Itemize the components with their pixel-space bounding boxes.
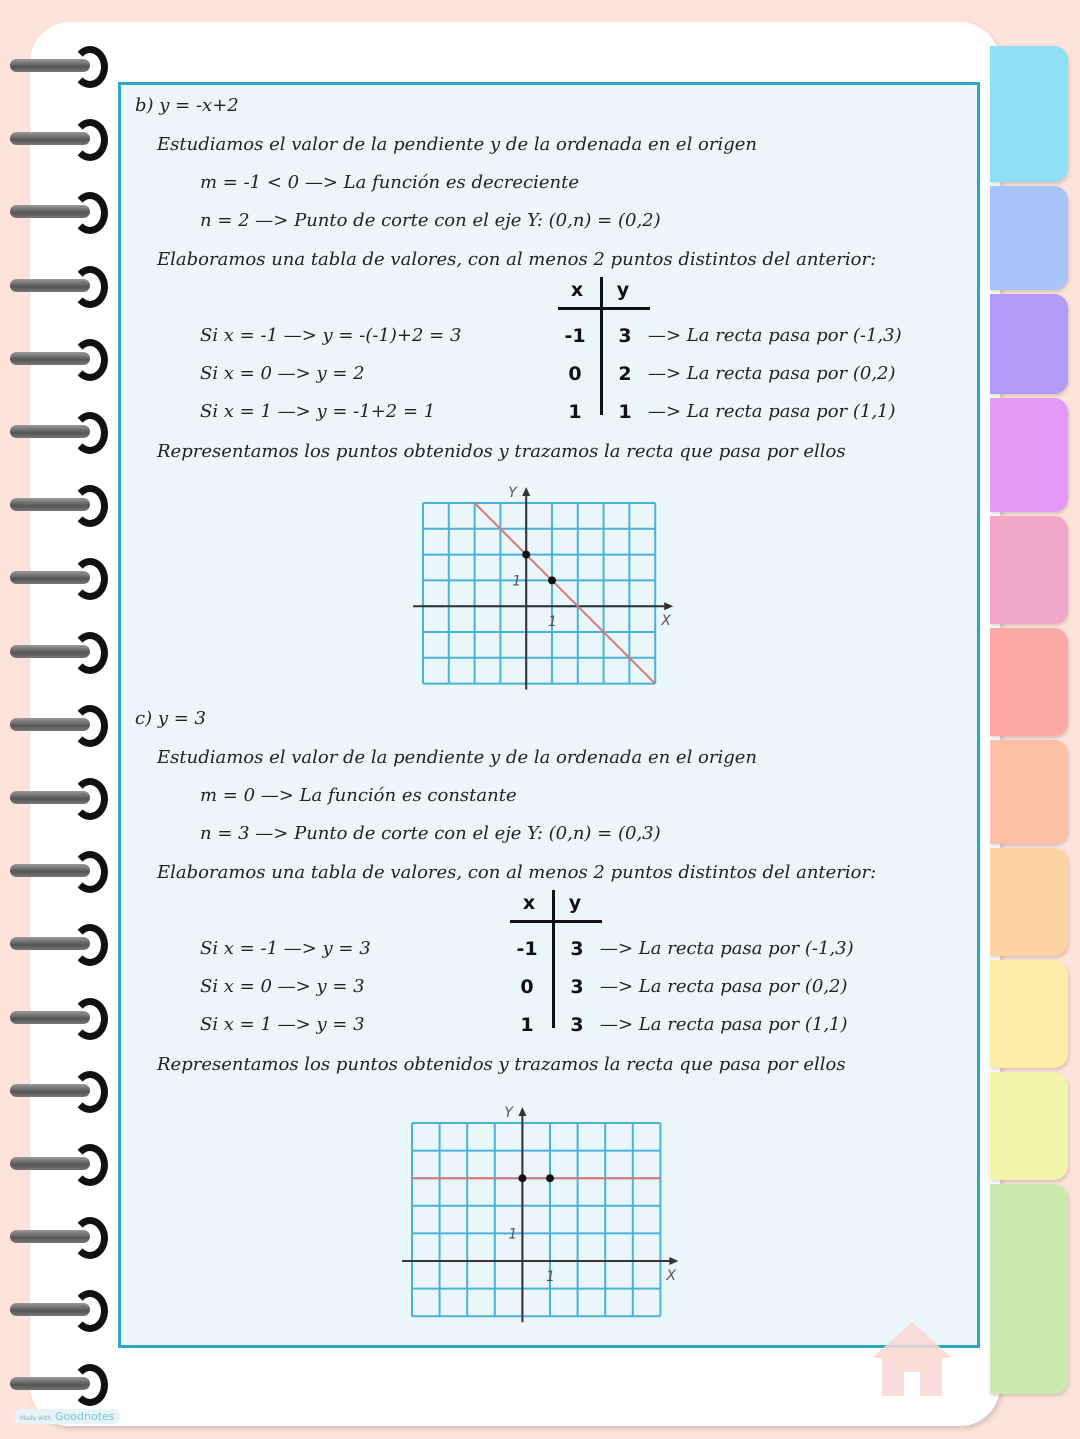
binder-ring	[10, 998, 100, 1038]
binder-ring	[10, 119, 100, 159]
binder-ring	[10, 632, 100, 672]
section-tab-5[interactable]	[990, 516, 1068, 624]
x-axis-arrow	[669, 1257, 678, 1265]
ring-loop	[72, 1071, 108, 1113]
table-cell-x: -1	[564, 325, 586, 347]
binder-ring	[10, 851, 100, 891]
x-axis-arrow	[664, 602, 673, 610]
binder-ring	[10, 339, 100, 379]
table-header-y: y	[568, 892, 582, 914]
table-intro-text: Elaboramos una tabla de valores, con al menos 2 puntos distintos del anterior:	[157, 249, 877, 270]
result-line: —> La recta pasa por (0,2)	[600, 976, 848, 997]
result-line: —> La recta pasa por (-1,3)	[648, 325, 902, 346]
function-line	[475, 503, 656, 684]
table-cell-x: 1	[520, 1014, 534, 1036]
intercept-text: n = 3 —> Punto de corte con el eje Y: (0,n) = (0,3)	[200, 823, 661, 844]
y-axis-label: Y	[508, 485, 517, 501]
binder-ring	[10, 46, 100, 86]
intro-text: Estudiamos el valor de la pendiente y de la ordenada en el origen	[157, 747, 758, 768]
calc-line: Si x = -1 —> y = 3	[200, 938, 371, 959]
section-tab-4[interactable]	[990, 398, 1068, 512]
graph-intro-text: Representamos los puntos obtenidos y trazamos la recta que pasa por ellos	[157, 1054, 846, 1075]
home-icon[interactable]	[870, 1320, 954, 1398]
y-axis-arrow	[518, 1107, 526, 1116]
binder-ring	[10, 1290, 100, 1330]
binder-ring	[10, 1364, 100, 1404]
calc-line: Si x = 0 —> y = 2	[200, 363, 365, 384]
section-tab-2[interactable]	[990, 186, 1068, 290]
table-cell-x: 0	[568, 363, 582, 385]
section-tab-11[interactable]	[990, 1184, 1068, 1394]
ring-loop	[72, 778, 108, 820]
result-line: —> La recta pasa por (1,1)	[600, 1014, 848, 1035]
table-cell-y: 3	[570, 976, 584, 998]
table-intro-text: Elaboramos una tabla de valores, con al menos 2 puntos distintos del anterior:	[157, 862, 877, 883]
ring-loop	[72, 1144, 108, 1186]
table-cell-y: 1	[618, 401, 632, 423]
data-point	[546, 1174, 554, 1182]
ring-loop	[72, 998, 108, 1040]
result-line: —> La recta pasa por (1,1)	[648, 401, 896, 422]
binder-ring	[10, 558, 100, 598]
graph-intro-text: Representamos los puntos obtenidos y trazamos la recta que pasa por ellos	[157, 441, 846, 462]
graph-b	[410, 480, 680, 690]
result-line: —> La recta pasa por (-1,3)	[600, 938, 854, 959]
graph-c	[400, 1100, 690, 1330]
x-axis-label: X	[661, 613, 671, 630]
binder-ring	[10, 192, 100, 232]
calc-line: Si x = -1 —> y = -(-1)+2 = 3	[200, 325, 462, 346]
table-cell-x: -1	[516, 938, 538, 960]
table-header-rule	[510, 920, 602, 923]
table-header-y: y	[616, 279, 630, 301]
calc-line: Si x = 0 —> y = 3	[200, 976, 365, 997]
table-cell-x: 0	[520, 976, 534, 998]
y-tick-label: 1	[508, 1226, 518, 1243]
ring-loop	[72, 119, 108, 161]
binder-ring	[10, 266, 100, 306]
table-cell-y: 3	[570, 938, 584, 960]
table-cell-x: 1	[568, 401, 582, 423]
ring-loop	[72, 705, 108, 747]
binder-ring	[10, 1071, 100, 1111]
x-tick-label: 1	[546, 1269, 555, 1285]
table-cell-y: 3	[570, 1014, 584, 1036]
intercept-text: n = 2 —> Punto de corte con el eje Y: (0,n) = (0,2)	[200, 210, 661, 231]
x-tick-label: 1	[548, 614, 557, 631]
ring-loop	[72, 1364, 108, 1406]
section-tab-7[interactable]	[990, 740, 1068, 844]
table-cell-y: 3	[618, 325, 632, 347]
ring-loop	[72, 851, 108, 893]
ring-loop	[72, 412, 108, 454]
slope-text: m = 0 —> La función es constante	[200, 785, 517, 806]
data-point	[518, 1174, 526, 1182]
y-axis-label: Y	[504, 1105, 513, 1121]
section-title: b) y = -x+2	[135, 95, 239, 116]
binder-ring	[10, 1217, 100, 1257]
data-point	[548, 576, 556, 584]
binder-ring	[10, 705, 100, 745]
section-tab-6[interactable]	[990, 628, 1068, 736]
binder-ring	[10, 1144, 100, 1184]
table-header-x: x	[570, 279, 584, 301]
y-axis-arrow	[522, 487, 530, 496]
section-tab-3[interactable]	[990, 294, 1068, 394]
table-header-rule	[558, 307, 650, 310]
data-point	[522, 551, 530, 559]
ring-loop	[72, 485, 108, 527]
section-tab-1[interactable]	[990, 46, 1068, 182]
result-line: —> La recta pasa por (0,2)	[648, 363, 896, 384]
watermark-prefix: Made with	[20, 1415, 51, 1422]
table-divider	[600, 277, 603, 415]
ring-loop	[72, 266, 108, 308]
calc-line: Si x = 1 —> y = -1+2 = 1	[200, 401, 436, 422]
binder-ring	[10, 778, 100, 818]
ring-loop	[72, 1217, 108, 1259]
section-tab-10[interactable]	[990, 1072, 1068, 1180]
ring-loop	[72, 339, 108, 381]
section-tab-9[interactable]	[990, 960, 1068, 1068]
binder-ring	[10, 485, 100, 525]
section-tab-8[interactable]	[990, 848, 1068, 956]
ring-loop	[72, 632, 108, 674]
binder-ring	[10, 924, 100, 964]
calc-line: Si x = 1 —> y = 3	[200, 1014, 365, 1035]
y-tick-label: 1	[512, 573, 522, 590]
intro-text: Estudiamos el valor de la pendiente y de la ordenada en el origen	[157, 134, 758, 155]
table-divider	[552, 890, 555, 1028]
section-title: c) y = 3	[135, 708, 206, 729]
table-header-x: x	[522, 892, 536, 914]
slope-text: m = -1 < 0 —> La función es decreciente	[200, 172, 579, 193]
table-cell-y: 2	[618, 363, 632, 385]
x-axis-label: X	[666, 1268, 676, 1284]
watermark-brand: Goodnotes	[55, 1410, 115, 1423]
goodnotes-watermark	[14, 1409, 120, 1424]
binder-ring	[10, 412, 100, 452]
ring-loop	[72, 46, 108, 88]
